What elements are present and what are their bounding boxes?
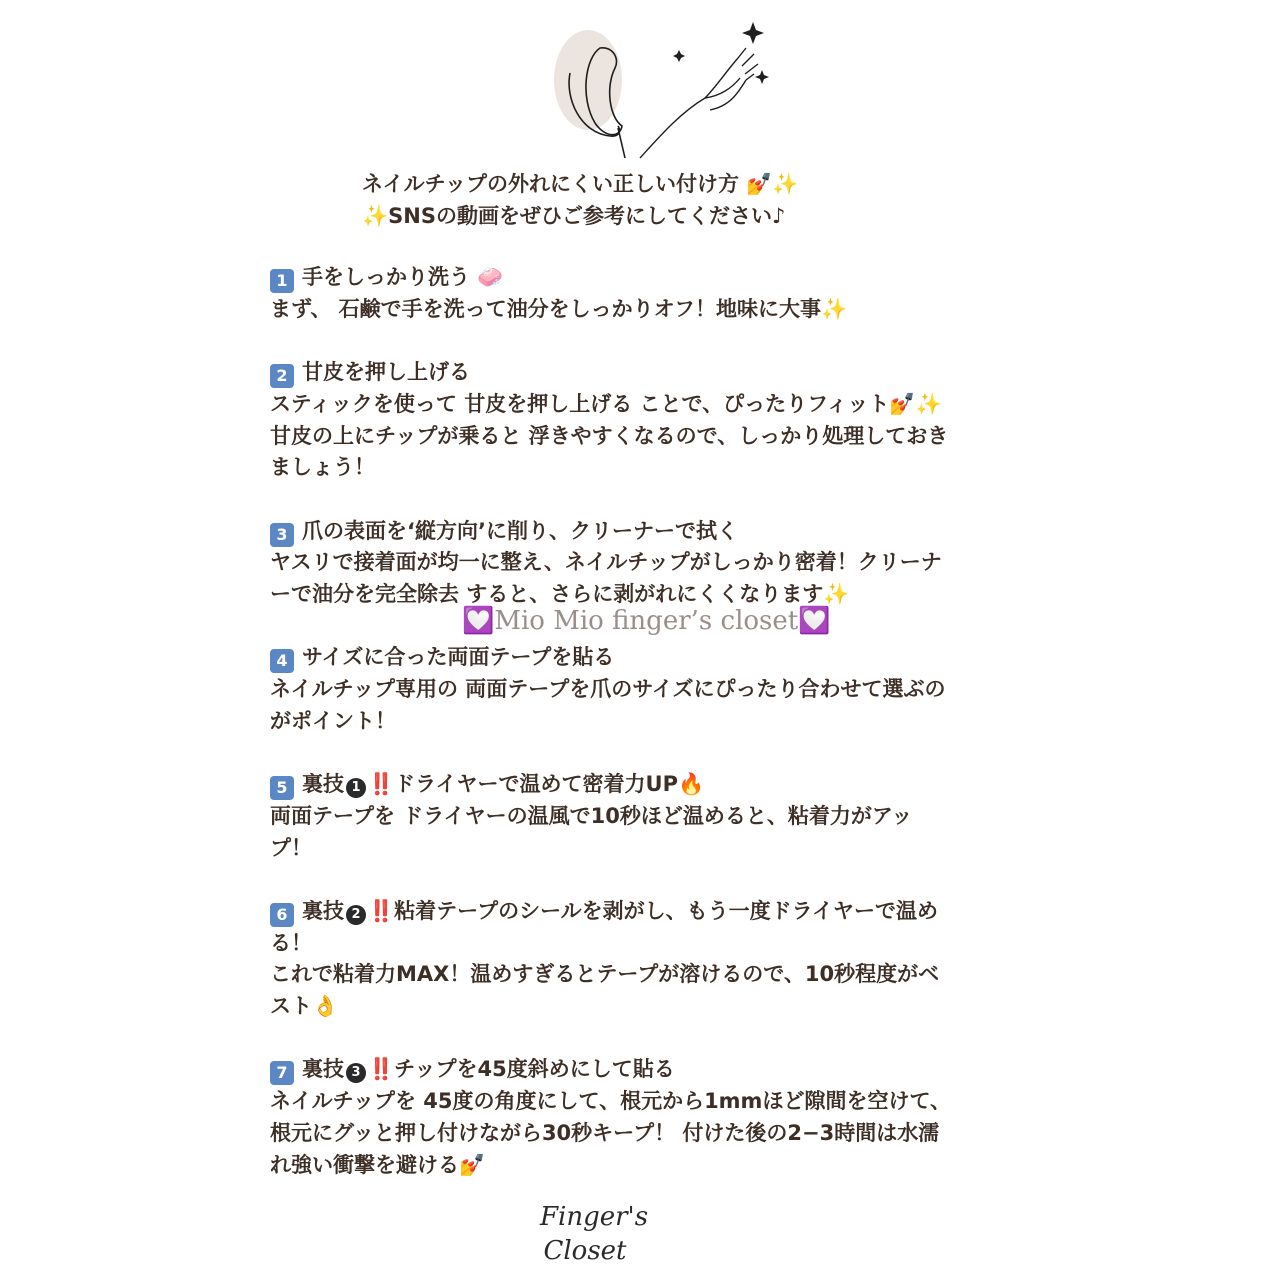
step-heading-text: 爪の表面を‘縦方向’に削り、クリーナーで拭く (302, 518, 738, 543)
step-body-line: 甘皮の上にチップが乗ると 浮きやすくなるので、しっかり処理しておき (270, 423, 949, 448)
steps-list (270, 262, 1030, 1213)
watermark-text: 💟Mio Mio finger’s closet💟 (462, 606, 831, 636)
logo-blob (554, 30, 622, 130)
step-heading-text: ドライヤーで温めて密着力UP🔥 (394, 772, 705, 797)
step-5 (270, 769, 1030, 864)
step-number-badge: 6 (270, 903, 294, 927)
step-heading-text: 手をしっかり洗う 🧼 (302, 265, 504, 289)
step-heading-text: 甘皮を押し上げる (302, 360, 470, 385)
step-heading (270, 262, 1030, 294)
step-body-line: ネイルチップ専用の 両面テープを爪のサイズにぴったり合わせて選ぶの (270, 677, 946, 702)
step-3 (270, 516, 1030, 611)
step-number-badge: 2 (270, 364, 294, 388)
step-body-line: ネイルチップを 45度の角度にして、根元から1mmほど隙間を空けて、 (270, 1089, 952, 1114)
step-heading (270, 642, 1030, 674)
step-4 (270, 642, 1030, 737)
sparkle-icon (673, 50, 685, 62)
intro-text (362, 168, 799, 232)
double-exclamation-icon: ‼️ (368, 1057, 395, 1082)
step-heading-text: 粘着テープのシールを剥がし、もう一度ドライヤーで温め (394, 898, 939, 923)
step-number-badge: 3 (270, 523, 294, 547)
signature-line-1: Finger's (540, 1202, 649, 1232)
step-body-line: まず、 石鹸で手を洗って油分をしっかりオフ！地味に大事✨ (270, 296, 848, 321)
step-body-line: プ！ (270, 835, 312, 860)
sparkle-icon (742, 22, 764, 44)
step-heading (270, 357, 1030, 389)
step-heading (270, 896, 1030, 928)
signature-line-2: Closet (543, 1236, 627, 1266)
step-heading (270, 769, 1030, 801)
step-6 (270, 896, 1030, 1023)
step-heading-text: サイズに合った両面テープを貼る (302, 645, 615, 670)
step-1 (270, 262, 1030, 325)
signature-logo (540, 1200, 649, 1268)
step-body-line: スト👌 (270, 994, 339, 1019)
double-exclamation-icon: ‼️ (368, 898, 395, 923)
step-heading-prefix: 裏技 (302, 1057, 344, 1082)
step-body-line: 根元にグッと押し付けながら30秒キープ！ 付けた後の2−3時間は水濡 (270, 1120, 940, 1145)
step-heading (270, 516, 1030, 548)
circled-number-icon: 3 (346, 1063, 366, 1083)
intro-line-2: ✨SNSの動画をぜひご参考にしてください♪ (362, 204, 786, 228)
step-2 (270, 357, 1030, 484)
step-body-line: ヤスリで接着面が均一に整え、ネイルチップがしっかり密着！クリーナ (270, 550, 942, 575)
step-7 (270, 1054, 1030, 1181)
step-number-badge: 1 (270, 269, 294, 293)
circled-number-icon: 2 (346, 905, 366, 925)
step-body-line: がポイント！ (270, 708, 396, 733)
step-body-line: れ強い衝撃を避ける💅 (270, 1152, 486, 1177)
step-number-badge: 7 (270, 1061, 294, 1085)
step-body-line: スティックを使って 甘皮を押し上げる ことで、ぴったりフィット💅✨ (270, 391, 942, 416)
step-number-badge: 5 (270, 776, 294, 800)
intro-line-1: ネイルチップの外れにくい正しい付け方 💅✨ (362, 172, 799, 196)
step-number-badge: 4 (270, 649, 294, 673)
double-exclamation-icon: ‼️ (368, 772, 395, 797)
hand-outline-icon (640, 58, 746, 158)
step-body-line: 両面テープを ドライヤーの温風で10秒ほど温めると、粘着力がアッ (270, 803, 913, 828)
step-heading-text: チップを45度斜めにして貼る (394, 1057, 675, 1082)
step-body-line: これで粘着力MAX！温めすぎるとテープが溶けるので、10秒程度がベ (270, 962, 940, 987)
step-body-line: ましょう！ (270, 455, 375, 480)
step-heading (270, 1054, 1030, 1086)
circled-number-icon: 1 (346, 778, 366, 798)
step-heading-prefix: 裏技 (302, 898, 344, 923)
step-body-line: ーで油分を完全除去 すると、さらに剥がれにくくなります✨ (270, 582, 850, 606)
sparkle-icon (755, 70, 769, 84)
butterfly-hand-logo-icon (540, 18, 790, 168)
step-heading-prefix: 裏技 (302, 772, 344, 797)
step-heading-continued: る！ (270, 930, 312, 955)
